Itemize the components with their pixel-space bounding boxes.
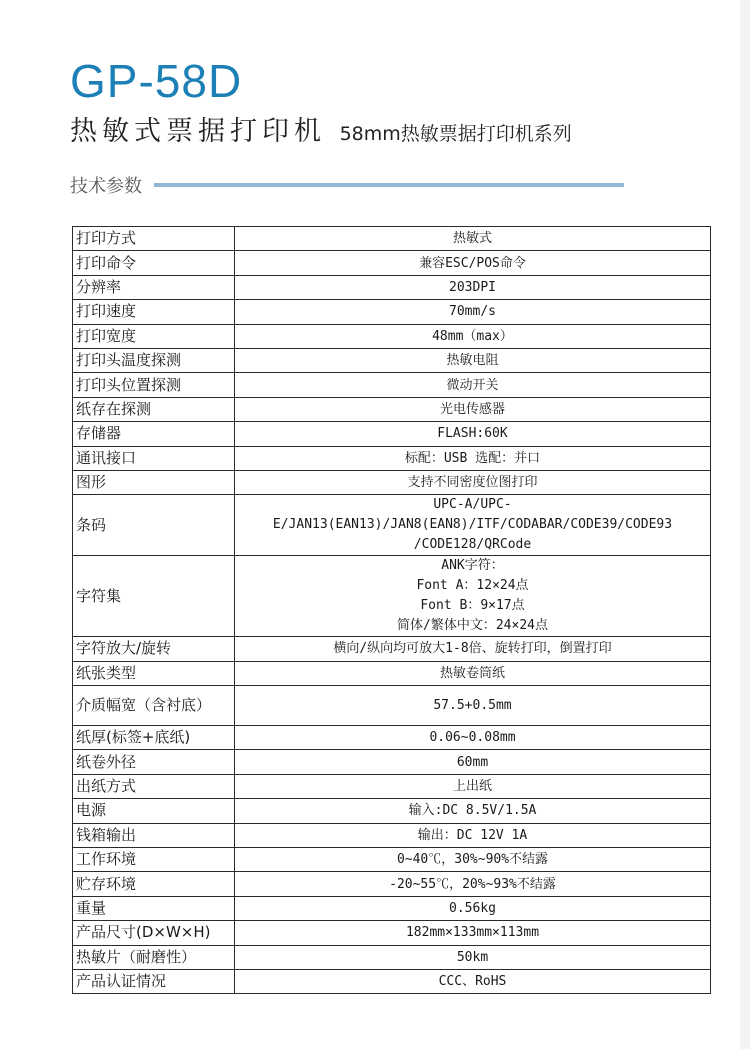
table-row — [73, 637, 711, 661]
spec-key: 工作环境 — [73, 848, 235, 872]
table-row — [73, 726, 711, 750]
spec-key: 条码 — [73, 495, 235, 556]
table-row — [73, 750, 711, 774]
spec-value: 支持不同密度位图打印 — [235, 470, 711, 494]
spec-key: 产品尺寸(D×W×H) — [73, 921, 235, 945]
spec-value: 上出纸 — [235, 774, 711, 798]
spec-key: 热敏片（耐磨性） — [73, 945, 235, 969]
table-row — [73, 686, 711, 726]
table-row — [73, 397, 711, 421]
spec-value: 48mm（max） — [235, 324, 711, 348]
spec-value: 标配：USB 选配：并口 — [235, 446, 711, 470]
table-row — [73, 275, 711, 299]
spec-value: 70mm/s — [235, 300, 711, 324]
spec-value: FLASH:60K — [235, 422, 711, 446]
spec-key: 产品认证情况 — [73, 969, 235, 993]
section-header — [70, 172, 624, 198]
table-row — [73, 470, 711, 494]
table-row — [73, 848, 711, 872]
table-row — [73, 774, 711, 798]
spec-value: 横向/纵向均可放大1-8倍、旋转打印，倒置打印 — [235, 637, 711, 661]
spec-value: 热敏卷筒纸 — [235, 661, 711, 685]
spec-key: 纸卷外径 — [73, 750, 235, 774]
series-text: 58mm热敏票据打印机系列 — [339, 123, 572, 145]
table-row — [73, 348, 711, 372]
table-row — [73, 422, 711, 446]
charset-list: ANK字符： Font A：12×24点 Font B：9×17点 简体/繁体中文：24×24点 — [397, 558, 548, 634]
spec-key: 电源 — [73, 799, 235, 823]
table-row — [73, 446, 711, 470]
spec-key: 重量 — [73, 896, 235, 920]
table-row — [73, 969, 711, 993]
spec-value: 热敏电阻 — [235, 348, 711, 372]
spec-key: 贮存环境 — [73, 872, 235, 896]
table-row — [73, 324, 711, 348]
spec-key: 纸存在探测 — [73, 397, 235, 421]
table-row — [73, 823, 711, 847]
spec-value: 热敏式 — [235, 227, 711, 251]
spec-value: 57.5+0.5mm — [235, 686, 711, 726]
spec-value: 0.06~0.08mm — [235, 726, 711, 750]
spec-key: 存储器 — [73, 422, 235, 446]
spec-key: 打印方式 — [73, 227, 235, 251]
spec-value: 203DPI — [235, 275, 711, 299]
spec-value — [235, 495, 711, 556]
spec-key: 打印命令 — [73, 251, 235, 275]
table-row — [73, 300, 711, 324]
spec-value: CCC、RoHS — [235, 969, 711, 993]
table-row — [73, 373, 711, 397]
spec-value: 60mm — [235, 750, 711, 774]
spec-key: 出纸方式 — [73, 774, 235, 798]
table-row — [73, 227, 711, 251]
table-row — [73, 799, 711, 823]
table-row — [73, 896, 711, 920]
spec-key: 介质幅宽（含衬底） — [73, 686, 235, 726]
spec-value: 输出：DC 12V 1A — [235, 823, 711, 847]
spec-value: 182mm×133mm×113mm — [235, 921, 711, 945]
barcode-list: UPC-A/UPC- E/JAN13(EAN13)/JAN8(EAN8)/ITF/CODABAR/CODE39/CODE93 /CODE128/QRCode — [272, 497, 673, 553]
table-row — [73, 945, 711, 969]
spec-key: 钱箱输出 — [73, 823, 235, 847]
table-row — [73, 556, 711, 637]
spec-key: 纸厚(标签+底纸) — [73, 726, 235, 750]
table-row — [73, 921, 711, 945]
spec-value: 0~40℃，30%~90%不结露 — [235, 848, 711, 872]
spec-key: 图形 — [73, 470, 235, 494]
spec-key: 打印头温度探测 — [73, 348, 235, 372]
table-row — [73, 251, 711, 275]
spec-key: 分辨率 — [73, 275, 235, 299]
spec-key: 字符集 — [73, 556, 235, 637]
spec-key: 通讯接口 — [73, 446, 235, 470]
page-title — [70, 116, 572, 148]
spec-value: 兼容ESC/POS命令 — [235, 251, 711, 275]
spec-value: -20~55℃，20%~93%不结露 — [235, 872, 711, 896]
spec-value — [235, 556, 711, 637]
spec-value: 50km — [235, 945, 711, 969]
spec-value: 输入:DC 8.5V/1.5A — [235, 799, 711, 823]
spec-table — [72, 226, 711, 994]
spec-value: 微动开关 — [235, 373, 711, 397]
spec-key: 纸张类型 — [73, 661, 235, 685]
spec-value: 光电传感器 — [235, 397, 711, 421]
title-text: 热敏式票据打印机 — [70, 116, 326, 147]
table-row — [73, 495, 711, 556]
section-divider — [154, 183, 624, 187]
spec-key: 打印宽度 — [73, 324, 235, 348]
spec-key: 打印速度 — [73, 300, 235, 324]
spec-key: 打印头位置探测 — [73, 373, 235, 397]
table-row — [73, 872, 711, 896]
model-name: GP-58D — [70, 55, 243, 107]
section-label: 技术参数 — [70, 176, 142, 197]
spec-value: 0.56kg — [235, 896, 711, 920]
page-edge — [740, 0, 750, 1049]
spec-key: 字符放大/旋转 — [73, 637, 235, 661]
table-row — [73, 661, 711, 685]
